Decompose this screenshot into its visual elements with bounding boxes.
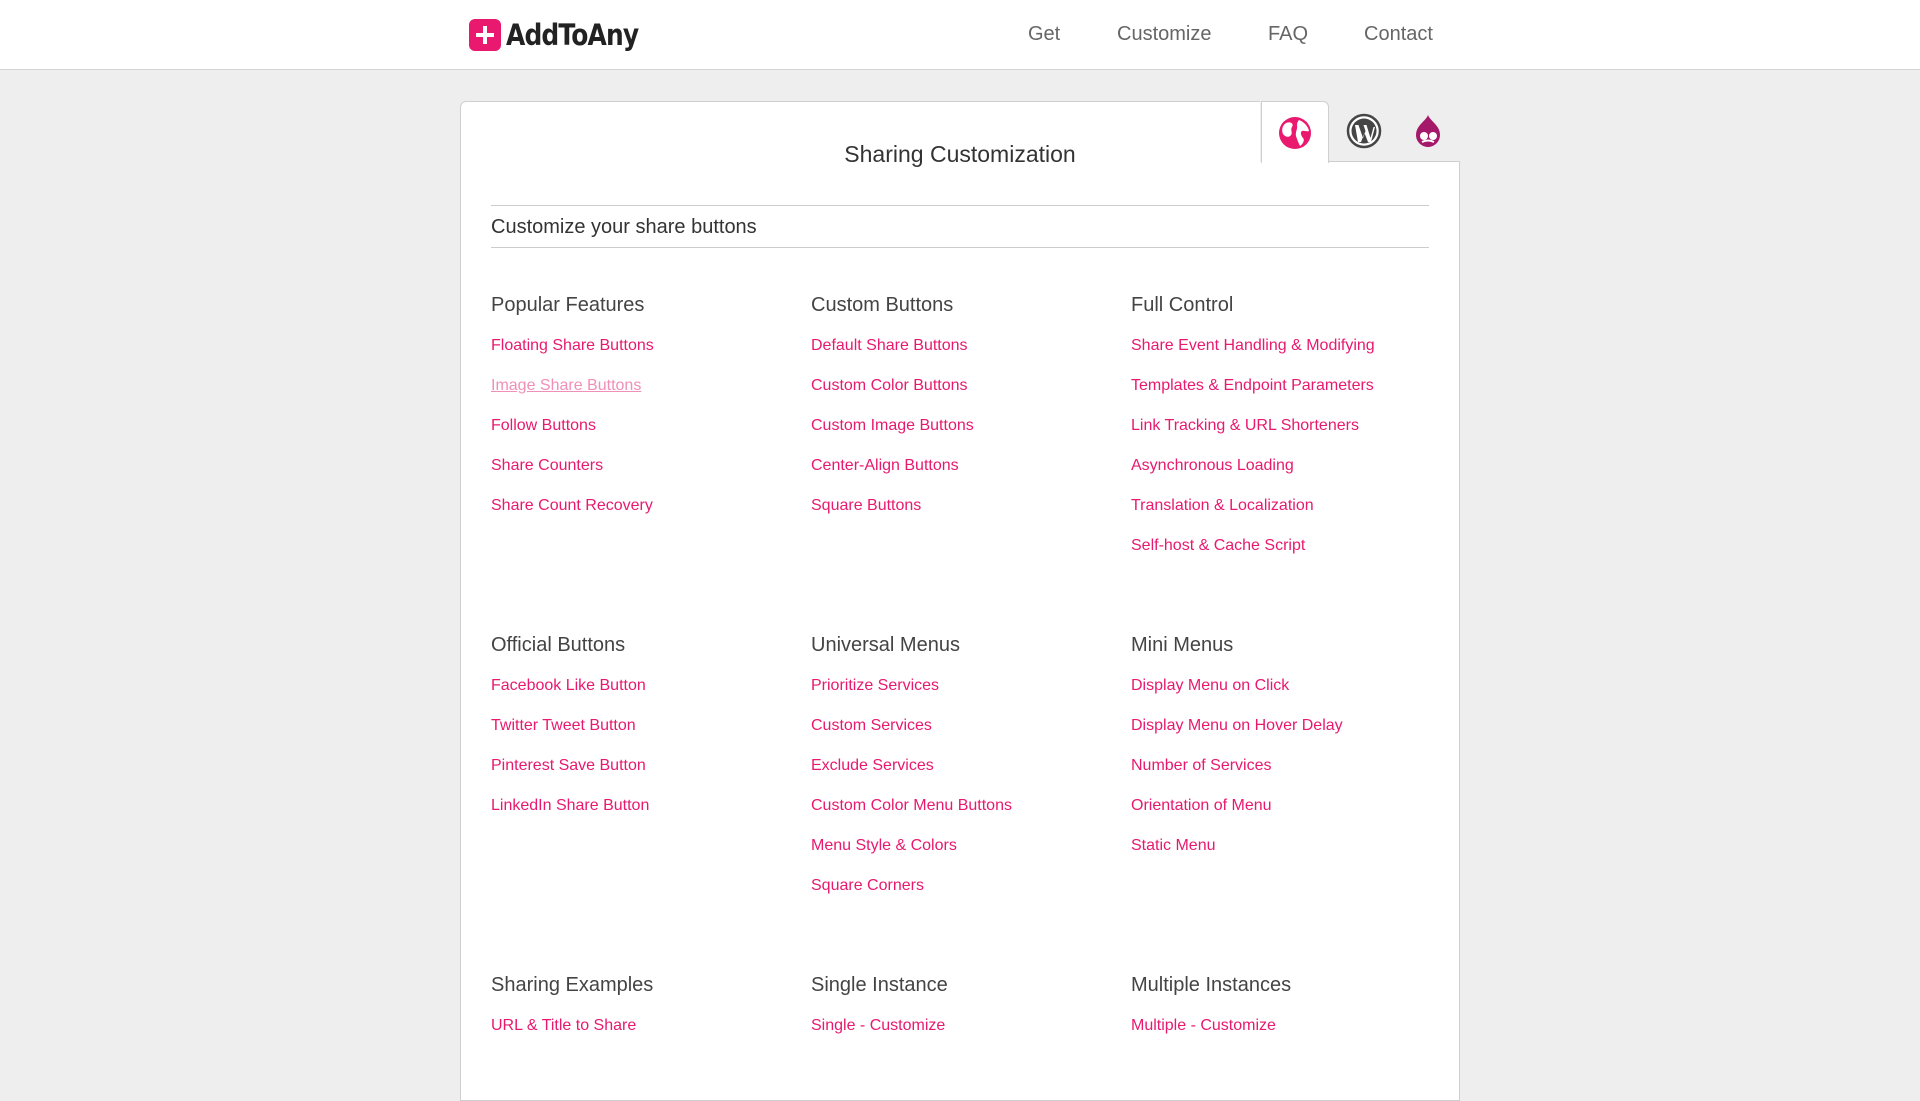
page-title: Sharing Customization [844,141,1076,167]
feature-link[interactable]: URL & Title to Share [491,1017,637,1034]
section-heading: Sharing Examples [491,974,654,996]
feature-link[interactable]: Menu Style & Colors [811,837,957,854]
feature-link[interactable]: Pinterest Save Button [491,757,646,774]
section-heading: Popular Features [491,294,645,316]
feature-link[interactable]: Custom Color Menu Buttons [811,797,1012,814]
addtoany-logo[interactable] [469,18,660,52]
divider [491,205,1429,206]
section-custom-buttons [811,292,1111,538]
customization-panel [460,101,1460,1101]
feature-link[interactable]: Twitter Tweet Button [491,717,636,734]
brand-name: AddToAny [506,18,639,52]
feature-link[interactable]: Number of Services [1131,757,1272,774]
section-heading: Universal Menus [811,634,960,656]
feature-link[interactable]: Exclude Services [811,757,934,774]
feature-link[interactable]: Default Share Buttons [811,337,968,354]
nav-get[interactable]: Get [1028,23,1061,45]
feature-link[interactable]: Square Buttons [811,497,922,514]
feature-link[interactable]: Custom Image Buttons [811,417,974,434]
feature-link[interactable]: Image Share Buttons [491,377,642,394]
nav-faq[interactable]: FAQ [1268,23,1309,45]
feature-link[interactable]: Follow Buttons [491,417,596,434]
section-popular-features [491,292,791,538]
section-heading: Official Buttons [491,634,626,656]
feature-link[interactable]: Multiple - Customize [1131,1017,1276,1034]
nav-contact[interactable]: Contact [1364,23,1433,45]
nav-customize[interactable]: Customize [1117,23,1212,45]
feature-link[interactable]: Facebook Like Button [491,677,646,694]
section-heading: Multiple Instances [1131,974,1292,996]
feature-link[interactable]: Static Menu [1131,837,1216,854]
feature-link[interactable]: Share Count Recovery [491,497,653,514]
feature-link[interactable]: Single - Customize [811,1017,946,1034]
section-multiple-instances [1131,972,1431,1058]
feature-link[interactable]: Self-host & Cache Script [1131,537,1306,554]
feature-link[interactable]: LinkedIn Share Button [491,797,650,814]
feature-link[interactable]: Prioritize Services [811,677,940,694]
feature-link[interactable]: Custom Color Buttons [811,377,968,394]
panel-border [1459,161,1460,1061]
feature-link[interactable]: Display Menu on Click [1131,677,1290,694]
section-heading: Full Control [1131,294,1234,316]
top-navigation-bar [0,0,1920,70]
feature-link[interactable]: Center-Align Buttons [811,457,959,474]
feature-link[interactable]: Templates & Endpoint Parameters [1131,377,1374,394]
feature-link[interactable]: Link Tracking & URL Shorteners [1131,417,1359,434]
feature-link[interactable]: Translation & Localization [1131,497,1314,514]
section-full-control [1131,292,1431,578]
feature-link[interactable]: Asynchronous Loading [1131,457,1294,474]
divider [491,247,1429,248]
feature-link[interactable]: Orientation of Menu [1131,797,1272,814]
feature-link[interactable]: Floating Share Buttons [491,337,654,354]
feature-link[interactable]: Share Counters [491,457,604,474]
plus-icon [469,19,501,51]
section-sharing-examples [491,972,791,1058]
section-universal-menus [811,632,1111,918]
page-subtitle: Customize your share buttons [491,216,757,238]
section-mini-menus [1131,632,1431,878]
section-heading: Single Instance [811,974,948,996]
feature-link[interactable]: Square Corners [811,877,924,894]
section-heading: Mini Menus [1131,634,1234,656]
section-official-buttons [491,632,791,838]
feature-link[interactable]: Custom Services [811,717,932,734]
feature-link[interactable]: Share Event Handling & Modifying [1131,337,1375,354]
section-single-instance [811,972,1111,1058]
section-heading: Custom Buttons [811,294,954,316]
feature-link[interactable]: Display Menu on Hover Delay [1131,717,1343,734]
